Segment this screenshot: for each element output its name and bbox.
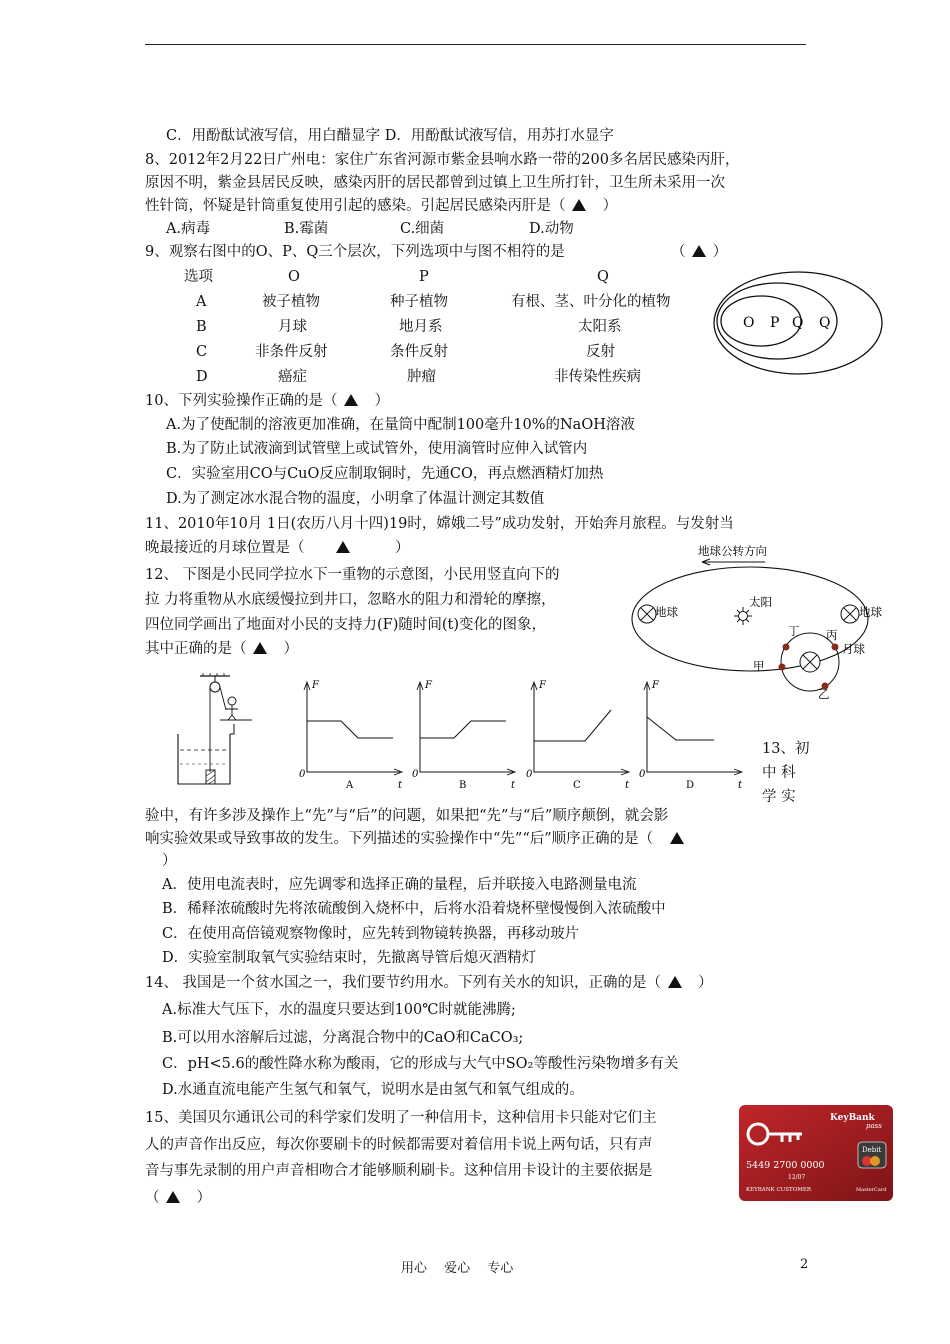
q13-option-d: D．实验室制取氧气实验结束时，先撤离导管后熄灭酒精灯 — [162, 950, 537, 966]
q8-line-3: 性针筒，怀疑是针筒重复使用引起的感染。引起居民感染丙肝是（ ） — [145, 198, 618, 214]
q11-earth-right-label: 地球 — [859, 605, 882, 619]
q9-row-b-label: B — [196, 319, 207, 335]
q9-header-p: P — [419, 269, 429, 285]
q14-option-a: A.标准大气压下，水的温度只要达到100℃时就能沸腾; — [162, 1002, 516, 1018]
answer-triangle-icon — [670, 832, 684, 844]
q11-moon-label: 月球 — [842, 642, 865, 656]
q9-row-a-label: A — [196, 294, 207, 310]
q13-line-3: ） — [162, 853, 177, 869]
q9-nested-ellipses-diagram — [712, 270, 884, 376]
q9-row-b-q: 太阳系 — [578, 319, 622, 335]
q12-well-pulley-diagram — [170, 672, 260, 790]
q13-option-b: B．稀释浓硫酸时先将浓硫酸倒入烧杯中，后将水沿着烧杯壁慢慢倒入浓硫酸中 — [162, 901, 666, 917]
page-number: 2 — [800, 1257, 809, 1272]
q11-line-2: 晚最接近的月球位置是（ ） — [145, 540, 410, 556]
q9-row-a-p: 种子植物 — [390, 294, 448, 310]
card-pass-label: pass — [866, 1122, 882, 1130]
card-expiry: 12/07 — [788, 1174, 806, 1181]
well-container — [178, 734, 230, 784]
q9-row-a-o: 被子植物 — [262, 294, 320, 310]
card-holder: KEYBANK CUSTOMER — [746, 1187, 812, 1193]
q11-earth-left-label: 地球 — [655, 605, 678, 619]
q9-row-d-q: 非传染性疾病 — [554, 369, 641, 385]
answer-triangle-icon — [336, 541, 350, 553]
axis-label-f: F — [652, 680, 659, 691]
axis-label-f: F — [539, 680, 546, 691]
q15-line-1: 15、美国贝尔通讯公司的科学家们发明了一种信用卡，这种信用卡只能对它们主 — [145, 1110, 657, 1126]
mastercard-right-icon — [870, 1156, 880, 1166]
q12-line-1: 12、 下图是小民同学拉水下一重物的示意图，小民用竖直向下的 — [145, 567, 560, 583]
q11-yi-label: 乙 — [818, 687, 830, 700]
q8-option-d: D.动物 — [529, 221, 574, 237]
q12-graph-a — [296, 676, 406, 794]
q11-bing-label: 丙 — [826, 628, 838, 642]
q11-moon-ding-icon — [783, 644, 790, 651]
q9-row-c-p: 条件反射 — [390, 344, 448, 360]
q11-sun-label: 太阳 — [749, 595, 772, 609]
q9-row-d-o: 癌症 — [278, 369, 307, 385]
answer-triangle-icon — [253, 642, 267, 654]
graph-label: C — [573, 780, 581, 791]
card-bank-name: KeyBank — [830, 1113, 875, 1123]
q9-header-o: O — [288, 269, 300, 285]
answer-triangle-icon — [166, 1191, 180, 1203]
q11-sun-icon — [734, 607, 752, 625]
q9-label-q2: Q — [819, 315, 831, 331]
axis-label-t: t — [625, 780, 630, 791]
q10-stem: 10、下列实验操作正确的是（ ） — [145, 393, 390, 409]
q14-option-d: D.水通直流电能产生氢气和氧气，说明水是由氢气和氧气组成的。 — [162, 1082, 584, 1098]
q9-ellipse-inner — [721, 296, 804, 346]
graph-axes — [420, 684, 513, 772]
q9-row-c-o: 非条件反射 — [255, 344, 328, 360]
q13-option-c: C．在使用高倍镜观察物像时，应先转到物镜转换器，再移动玻片 — [162, 926, 580, 942]
q14-option-c: C．pH<5.6的酸性降水称为酸雨，它的形成与大气中SO₂等酸性污染物增多有关 — [162, 1056, 679, 1072]
q9-row-c-label: C — [196, 344, 208, 360]
q12-line-2: 拉 力将重物从水底缓慢拉到井口，忽略水的阻力和滑轮的摩擦， — [145, 592, 556, 608]
axis-label-f: F — [425, 680, 432, 691]
q10-option-d: D.为了测定冰水混合物的温度，小明拿了体温计测定其数值 — [166, 491, 545, 507]
q8-line-1: 8、2012年2月22日广州电：家住广东省河源市紫金县响水路一带的200多名居民感染丙肝， — [145, 152, 740, 168]
axis-label-origin: 0 — [299, 769, 306, 780]
card-debit-label: Debit — [862, 1146, 882, 1154]
q11-earth-orbit — [632, 567, 868, 671]
q9-answer: （ ） — [671, 244, 728, 260]
q15-line-4: （ ） — [145, 1190, 212, 1206]
q12-line-4: 其中正确的是（ ） — [145, 641, 299, 657]
q8-option-c: C.细菌 — [400, 221, 445, 237]
q11-jia-label: 甲 — [753, 659, 765, 673]
q13-side-3: 学 实 — [762, 789, 796, 805]
graph-axes — [307, 684, 400, 772]
weight-block — [206, 770, 215, 784]
footer-motto: 用心 爱心 专心 — [401, 1261, 514, 1276]
q11-line-1: 11、2010年10月 1日(农历八月十四)19时，嫦娥二号”成功发射，开始奔月旅程。与发射当 — [145, 516, 734, 532]
graph-label: A — [346, 780, 354, 791]
axis-label-origin: 0 — [412, 769, 419, 780]
q14-stem: 14、 我国是一个贫水国之一，我们要节约用水。下列有关水的知识，正确的是（ ） — [145, 975, 713, 991]
q13-line-1: 验中，有许多涉及操作上“先”与“后”的问题，如果把“先”与“后”顺序颠倒，就会影 — [145, 808, 669, 824]
q10-option-b: B.为了防止试液滴到试管壁上或试管外，使用滴管时应伸入试管内 — [166, 441, 588, 457]
q14-option-b: B.可以用水溶解后过滤，分离混合物中的CaO和CaCO₃; — [162, 1030, 524, 1046]
axis-label-origin: 0 — [639, 769, 646, 780]
rope-to-person — [220, 687, 226, 710]
q9-header-option: 选项 — [184, 269, 213, 285]
answer-triangle-icon — [344, 394, 358, 406]
q12-graph-d — [636, 676, 746, 794]
graph-label: D — [686, 780, 695, 791]
card-brand: MasterCard — [856, 1187, 887, 1193]
graph-line — [534, 710, 611, 741]
q8-option-b: B.霉菌 — [284, 221, 329, 237]
q11-ding-label: 丁 — [788, 624, 800, 638]
q8-line-2: 原因不明，紫金县居民反映，感染丙肝的居民都曾到过镇上卫生所打针，卫生所未采用一次 — [145, 175, 725, 191]
q11-moon-jia-icon — [779, 664, 786, 671]
q9-row-b-p: 地月系 — [399, 319, 443, 335]
axis-label-f: F — [312, 680, 319, 691]
q12-graph-b — [409, 676, 519, 794]
q12-graph-c — [523, 676, 633, 794]
pulley-icon — [210, 682, 220, 692]
q7-options-cd: C．用酚酞试液写信，用白醋显字 D．用酚酞试液写信，用苏打水显字 — [166, 128, 614, 144]
q12-graphs — [296, 676, 743, 794]
q13-option-a: A．使用电流表时，应先调零和选择正确的量程，后并联接入电路测量电流 — [162, 877, 637, 893]
q15-credit-card-image — [738, 1104, 894, 1202]
q9-row-c-q: 反射 — [586, 344, 615, 360]
q8-option-a: A.病毒 — [166, 221, 211, 237]
axis-label-t: t — [398, 780, 403, 791]
q11-moon-bing-icon — [832, 644, 839, 651]
q9-row-d-p: 肿瘤 — [407, 369, 436, 385]
graph-label: B — [459, 780, 467, 791]
q15-line-3: 音与事先录制的用户声音相吻合才能够顺利刷卡。这种信用卡设计的主要依据是 — [145, 1163, 653, 1179]
axis-label-t: t — [738, 780, 743, 791]
graph-line — [420, 721, 506, 738]
answer-triangle-icon — [692, 245, 706, 257]
q9-row-a-q: 有根、茎、叶分化的植物 — [511, 294, 671, 310]
q9-stem: 9、观察右图中的O、P、Q三个层次，下列选项中与图不相符的是 — [145, 244, 565, 260]
answer-triangle-icon — [572, 199, 586, 211]
axis-label-t: t — [511, 780, 516, 791]
person-icon — [226, 697, 238, 720]
q9-label-o: O — [743, 315, 755, 331]
axis-label-origin: 0 — [526, 769, 533, 780]
q13-side-1: 13、初 — [762, 741, 810, 757]
q10-option-c: C．实验室用CO与CuO反应制取铜时，先通CO，再点燃酒精灯加热 — [166, 466, 604, 482]
q9-row-b-o: 月球 — [278, 319, 307, 335]
q9-header-q: Q — [597, 269, 609, 285]
q12-line-3: 四位同学画出了地面对小民的支持力(F)随时间(t)变化的图象， — [145, 617, 547, 633]
card-number: 5449 2700 0000 — [746, 1160, 825, 1171]
graph-axes — [534, 684, 627, 772]
q13-side-2: 中 科 — [762, 765, 796, 781]
answer-triangle-icon — [668, 976, 682, 988]
q10-option-a: A.为了使配制的溶液更加准确，在量筒中配制100毫升10%的NaOH溶液 — [166, 417, 635, 433]
q9-label-q1: Q — [792, 315, 804, 331]
graph-line — [647, 717, 714, 740]
header-rule — [145, 44, 806, 45]
graph-line — [307, 721, 393, 738]
q11-orbit-direction-label: 地球公转方向 — [698, 544, 767, 558]
q9-row-d-label: D — [196, 369, 208, 385]
q15-line-2: 人的声音作出反应，每次你要刷卡的时候都需要对着信用卡说上两句话，只有声 — [145, 1137, 653, 1153]
q9-label-p: P — [770, 315, 780, 331]
q13-line-2: 响实验效果或导致事故的发生。下列描述的实验操作中“先”“后”顺序正确的是（ — [145, 829, 686, 849]
